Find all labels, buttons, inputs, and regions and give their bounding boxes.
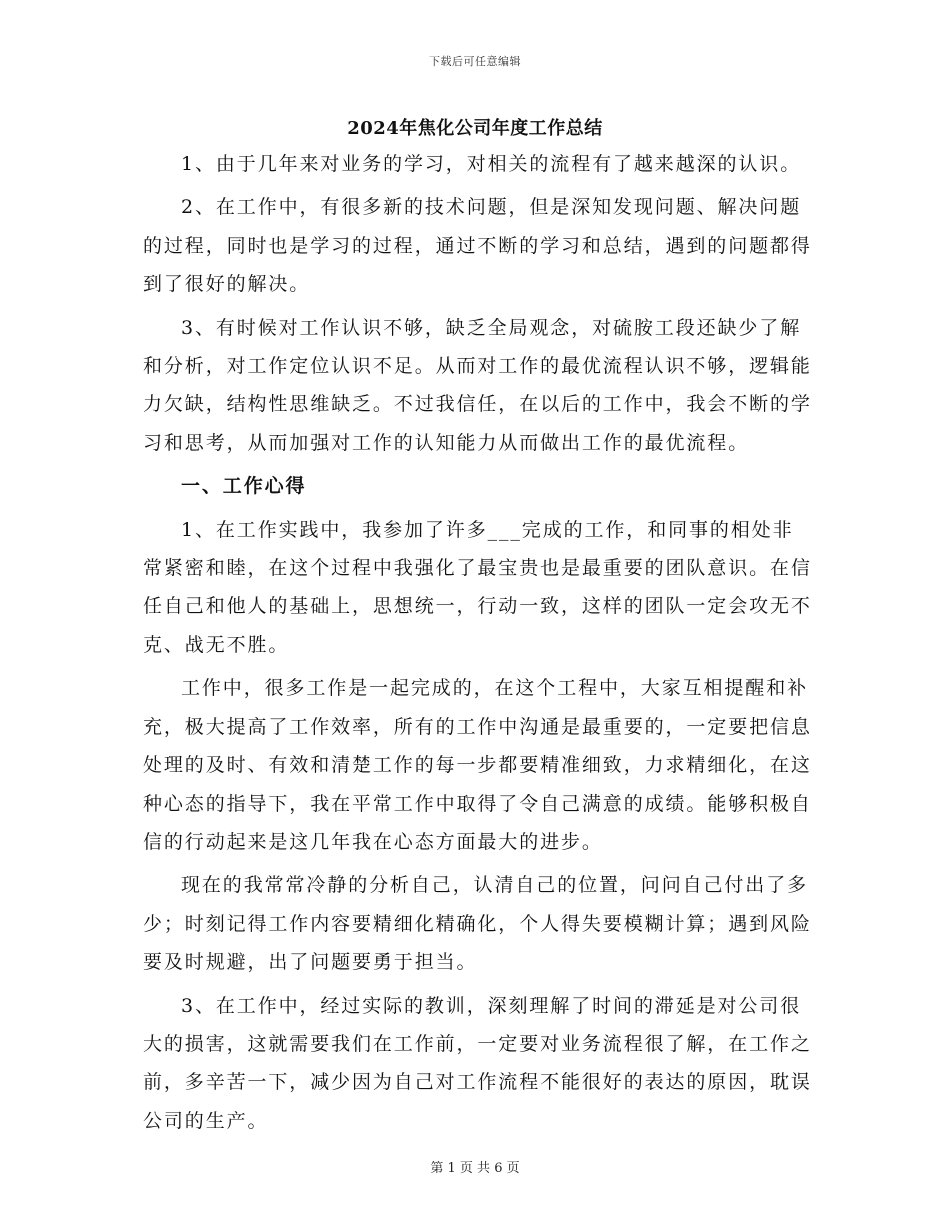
paragraph-1: 1、由于几年来对业务的学习，对相关的流程有了越来越深的认识。 — [181, 153, 802, 175]
paragraph-6: 现在的我常常冷静的分析自己，认清自己的位置，问问自己付出了多少；时刻记得工作内容要精细化精确化，个人得失要模糊计算；遇到风险要及时规避，出了问题要勇于担当。 — [143, 874, 812, 974]
document-body — [143, 145, 813, 1145]
paragraph-3: 3、有时候对工作认识不够，缺乏全局观念，对硫胺工段还缺少了解和分析，对工作定位认识不足。从而对工作的最优流程认识不够，逻辑能力欠缺，结构性思维缺乏。不过我信任，在以后的工作中，我会不断的学习和思考，从而加强对工作的认知能力从而做出工作的最优流程。 — [143, 316, 812, 454]
paragraph-4: 1、在工作实践中，我参加了许多___完成的工作，和同事的相处非常紧密和睦，在这个过程中我强化了最宝贵也是最重要的团队意识。在信任自己和他人的基础上，思想统一，行动一致，这样的团队一定会攻无不克、战无不胜。 — [143, 518, 812, 656]
document-title: 2024年焦化公司年度工作总结 — [347, 118, 603, 139]
page-footer: 第 1 页 共 6 页 — [430, 1161, 520, 1176]
paragraph-7: 3、在工作中，经过实际的教训，深刻理解了时间的滞延是对公司很大的损害，这就需要我们在工作前，一定要对业务流程很了解，在工作之前，多辛苦一下，减少因为自己对工作流程不能很好的表达的原因，耽误公司的生产。 — [143, 994, 812, 1132]
paragraph-2: 2、在工作中，有很多新的技术问题，但是深知发现问题、解决问题的过程，同时也是学习的过程，通过不断的学习和总结，遇到的问题都得到了很好的解决。 — [143, 196, 812, 296]
paragraph-5: 工作中，很多工作是一起完成的，在这个工程中，大家互相提醒和补充，极大提高了工作效率，所有的工作中沟通是最重要的，一定要把信息处理的及时、有效和清楚工作的每一步都要精准细致，力求精细化，在这种心态的指导下，我在平常工作中取得了令自己满意的成绩。能够积极自信的行动起来是这几年我在心态方面最大的进步。 — [143, 677, 812, 853]
header-note: 下载后可任意编辑 — [429, 55, 521, 68]
section-heading: 一、工作心得 — [181, 475, 307, 498]
